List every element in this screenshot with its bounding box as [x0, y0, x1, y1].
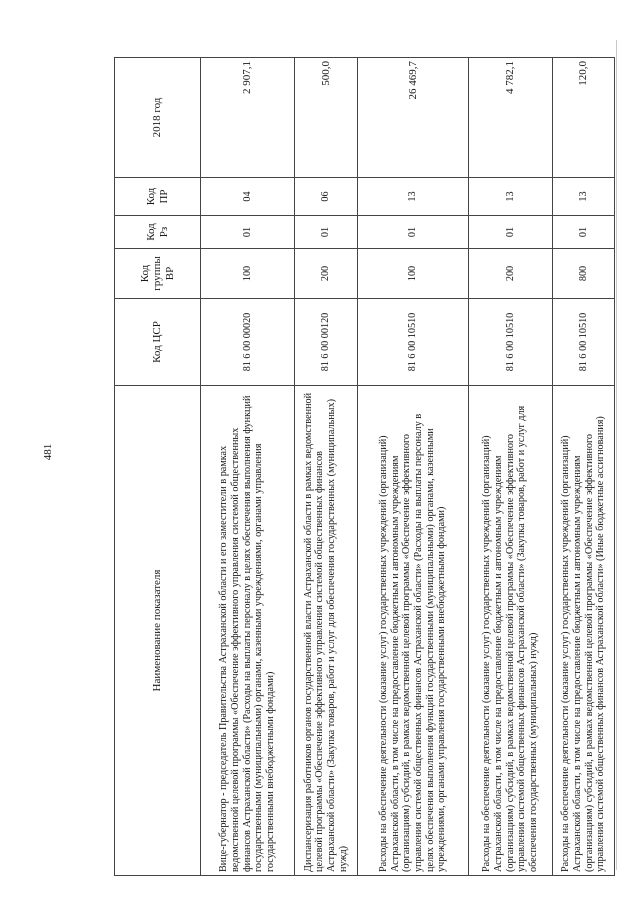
budget-table [114, 57, 615, 876]
row-csr: 81 6 00 10510 [358, 299, 469, 386]
row-amount: 2 907,1 [201, 58, 295, 178]
row-amount: 500,0 [295, 58, 358, 178]
table-row [201, 58, 295, 876]
row-csr: 81 6 00 00020 [201, 299, 295, 386]
row-vr: 800 [553, 249, 615, 299]
header-rz: Код Рз [115, 216, 201, 249]
header-pr: Код ПР [115, 178, 201, 216]
row-vr: 100 [201, 249, 295, 299]
scan-edge-line [616, 40, 617, 870]
row-rz: 01 [553, 216, 615, 249]
row-csr: 81 6 00 10510 [553, 299, 615, 386]
row-pr: 04 [201, 178, 295, 216]
row-name: Вице-губернатор - председатель Правительства Астраханской области и его заместители в рамках ведомственной целевой программы «Обеспечение эффективного управления системой общественных финансов Астраханской области» (Расходы на выплаты персоналу в целях обеспечения выполнения функций государственными (муниципальными) органами, казенными учреждениями, органами управления государственными внебюджетными фондами) [201, 386, 295, 876]
row-name: Расходы на обеспечение деятельности (оказание услуг) государственных учреждений (организаций) Астраханской области, в том числе на предоставление бюджетным и автономным учреждениям (организациям) субсидий, в рамках ведомственной целевой программы «Обеспечение эффективного управления системой общественных финансов Астраханской области» (Закупка товаров, работ и услуг для обеспечения государственных (муниципальных) нужд) [469, 386, 553, 876]
header-row [115, 58, 201, 876]
row-vr: 200 [295, 249, 358, 299]
row-pr: 13 [358, 178, 469, 216]
header-year: 2018 год [115, 58, 201, 178]
row-rz: 01 [469, 216, 553, 249]
row-name: Расходы на обеспечение деятельности (оказание услуг) государственных учреждений (организаций) Астраханской области, в том числе на предоставление бюджетным и автономным учреждениям (организациям) субсидий, в рамках ведомственной целевой программы «Обеспечение эффективного управления системой общественных финансов Астраханской области» (Иные бюджетные ассигнования) [553, 386, 615, 876]
page-number: 481 [42, 443, 54, 461]
table-row [553, 58, 615, 876]
row-rz: 01 [295, 216, 358, 249]
row-pr: 13 [469, 178, 553, 216]
row-vr: 100 [358, 249, 469, 299]
header-vr: Код группы ВР [115, 249, 201, 299]
header-name: Наименование показателя [115, 386, 201, 876]
table-row [295, 58, 358, 876]
row-csr: 81 6 00 10510 [469, 299, 553, 386]
table-row [358, 58, 469, 876]
row-vr: 200 [469, 249, 553, 299]
row-name: Диспансеризация работников органов государственной власти Астраханской области в рамках ведомственной целевой программы «Обеспечение эффективного управления системой общественных финансов Астраханской области» (Закупка товаров, работ и услуг для обеспечения государственных (муниципальных) нужд) [295, 386, 358, 876]
row-amount: 120,0 [553, 58, 615, 178]
row-name: Расходы на обеспечение деятельности (оказание услуг) государственных учреждений (организаций) Астраханской области, в том числе на предоставление бюджетным и автономным учреждениям (организациям) субсидий, в рамках ведомственной целевой программы «Обеспечение эффективного управления системой общественных финансов Астраханской области» (Расходы на выплаты персоналу в целях обеспечения выполнения функций государственными (муниципальными) органами, казенными учреждениями, органами управления государственными внебюджетными фондами) [358, 386, 469, 876]
rotated-table-container [114, 58, 614, 876]
row-csr: 81 6 00 00120 [295, 299, 358, 386]
row-amount: 26 469,7 [358, 58, 469, 178]
row-amount: 4 782,1 [469, 58, 553, 178]
row-pr: 06 [295, 178, 358, 216]
row-pr: 13 [553, 178, 615, 216]
row-rz: 01 [358, 216, 469, 249]
header-csr: Код ЦСР [115, 299, 201, 386]
row-rz: 01 [201, 216, 295, 249]
table-row [469, 58, 553, 876]
